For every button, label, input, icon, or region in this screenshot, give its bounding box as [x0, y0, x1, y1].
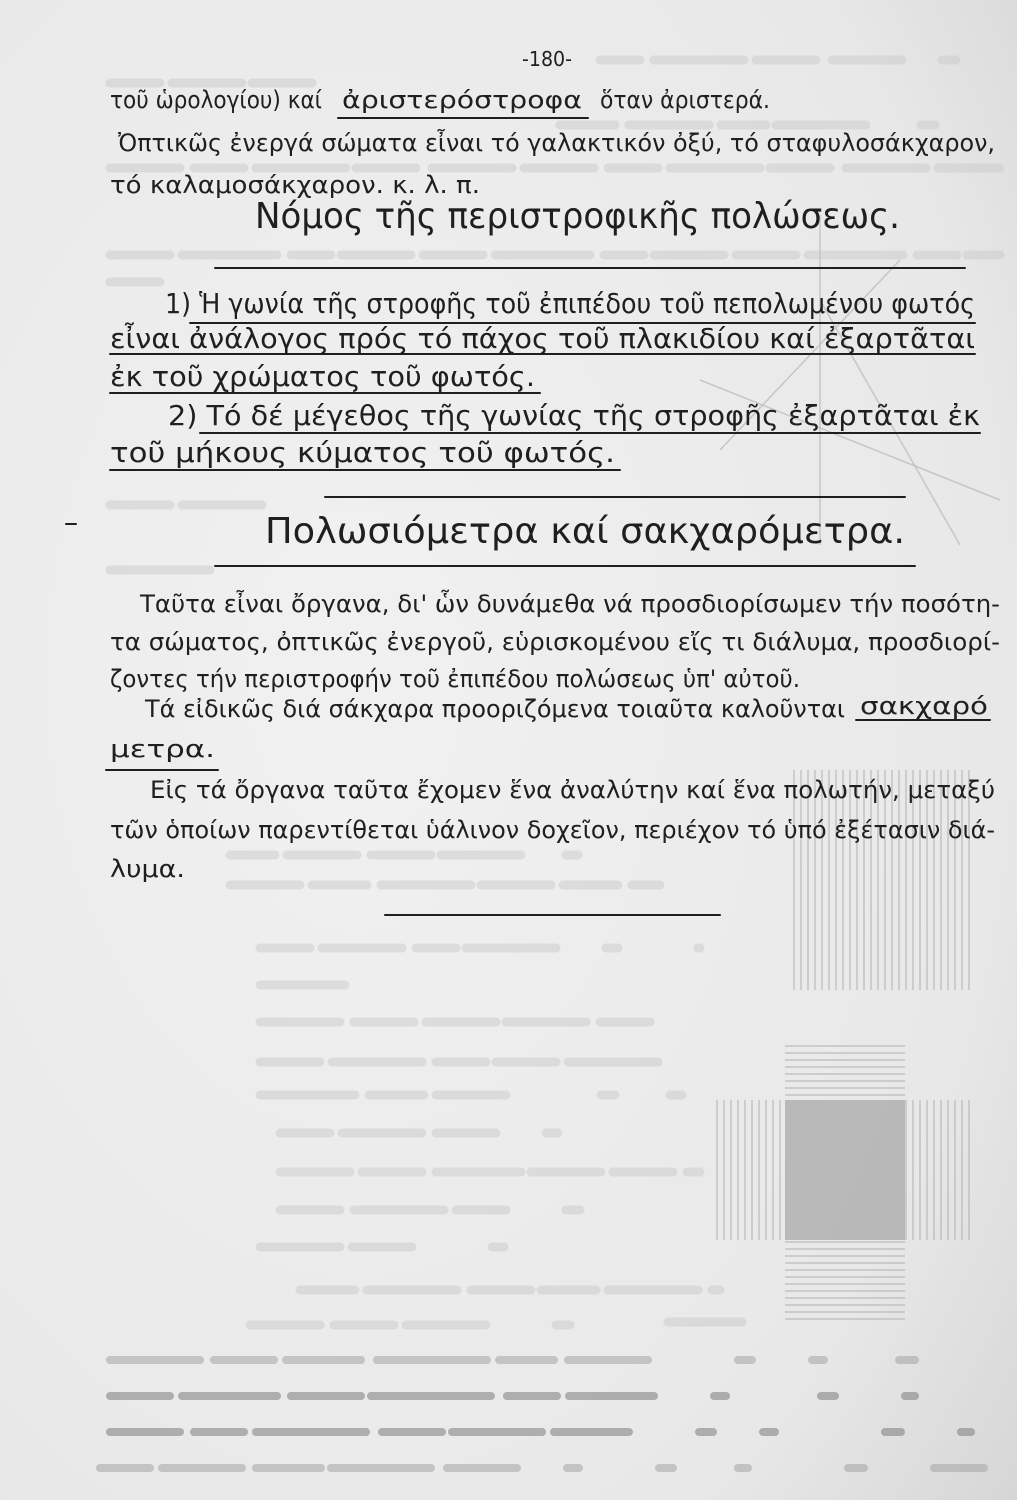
paragraph-1-line-1: Ταῦτα εἶναι ὄργανα, δι' ὧν δυνάμεθα νά προσδιορίσωμεν τήν ποσότη- [140, 590, 986, 618]
paragraph-2-term-part-2: μετρα. [110, 735, 215, 763]
section-2-heading: Πολωσιόμετρα καί σακχαρόμετρα. [265, 511, 905, 552]
intro-line-2: Ὀπτικῶς ἐνεργά σώματα εἶναι τό γαλακτικόν ὀξύ, τό σταφυλοσάκχαρον, [118, 129, 1001, 157]
paragraph-1-line-3: ζοντες τήν περιστροφήν τοῦ ἐπιπέδου πολώσεως ὑπ' αὐτοῦ. [110, 665, 800, 693]
paragraph-2-term-part-1: σακχαρό [860, 692, 988, 720]
paragraph-3-line-1: Εἰς τά ὄργανα ταῦτα ἔχομεν ἕνα ἀναλύτην καί ἕνα πολωτήν, μεταξύ [150, 776, 995, 804]
bleed-through-shaded-square [785, 1100, 905, 1240]
bleed-through-hatched-block [905, 1100, 975, 1240]
rule-2-line-2: τοῦ μήκους κύματος τοῦ φωτός. [110, 436, 615, 469]
paragraph-3-line-3: λυμα. [110, 855, 185, 883]
rule-1-line-2: εἶναι ἀνάλογος πρός τό πάχος τοῦ πλακιδίου καί ἐξαρτᾶται [110, 322, 953, 355]
bleed-through-hatched-block [785, 1045, 905, 1100]
bleed-through-hatched-block [715, 1100, 785, 1240]
intro-line-1-underlined-term: ἀριστερόστροφα [342, 86, 582, 114]
page-number: -180- [522, 47, 572, 71]
rule-1-line-3: ἐκ τοῦ χρώματος τοῦ φωτός. [110, 360, 535, 393]
intro-line-1-start: τοῦ ὡρολογίου) καί [110, 86, 322, 114]
paragraph-2-line-1: Τά εἰδικῶς διά σάκχαρα προοριζόμενα τοιαῦτα καλοῦνται [144, 695, 846, 723]
section-1-heading: Νόμος τῆς περιστροφικῆς πολώσεως. [255, 196, 900, 237]
paragraph-3-line-2: τῶν ὁποίων παρεντίθεται ὑάλινον δοχεῖον, περιέχον τό ὑπό ἐξέτασιν διά- [110, 816, 995, 844]
rule-2-line-1: 2) Τό δέ μέγεθος τῆς γωνίας τῆς στροφῆς ἐξαρτᾶται ἐκ [168, 399, 981, 432]
paragraph-1-line-2: τα σώματος, ὀπτικῶς ἐνεργοῦ, εὑρισκομένου εἴς τι διάλυμα, προσδιορί- [110, 628, 1000, 656]
intro-line-1-end: ὅταν ἀριστερά. [600, 86, 770, 114]
rule-1-line-1: 1) Ἡ γωνία τῆς στροφῆς τοῦ ἐπιπέδου τοῦ πεπολωμένου φωτός [165, 287, 975, 320]
intro-line-3: τό καλαμοσάκχαρον. κ. λ. π. [110, 171, 480, 199]
bleed-through-hatched-block [785, 1240, 905, 1320]
